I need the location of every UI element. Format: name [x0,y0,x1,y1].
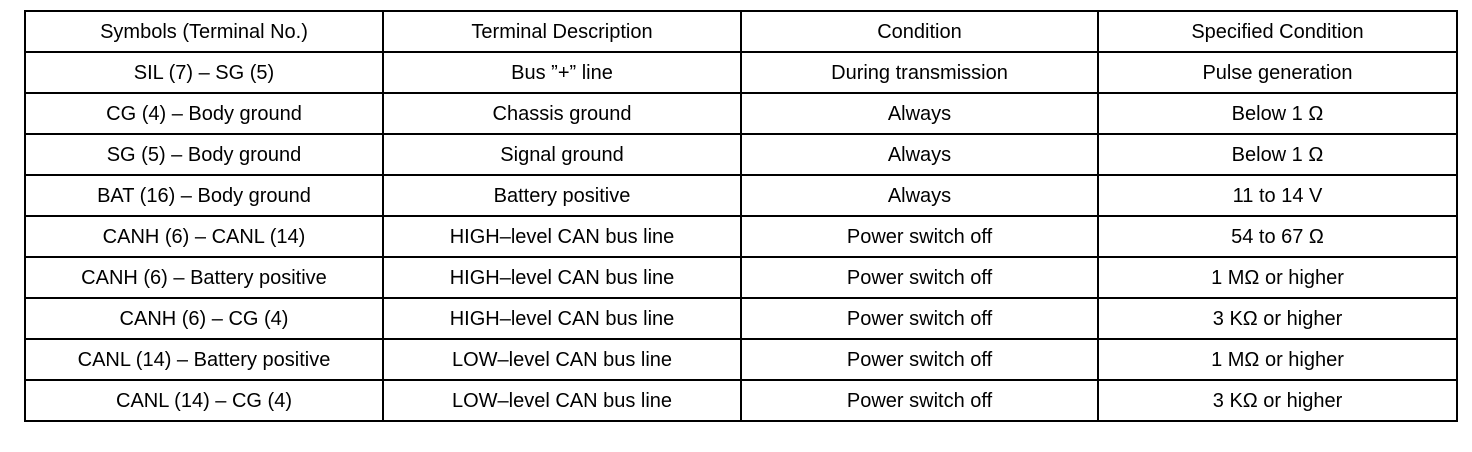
table-body [25,52,1457,421]
cell-condition: Power switch off [741,257,1098,298]
cell-symbols: CANL (14) – Battery positive [25,339,383,380]
cell-specified-condition: 54 to 67 Ω [1098,216,1457,257]
cell-specified-condition: 3 KΩ or higher [1098,298,1457,339]
cell-condition: During transmission [741,52,1098,93]
table-row [25,134,1457,175]
table-row [25,380,1457,421]
cell-terminal-description: HIGH–level CAN bus line [383,257,741,298]
header-row [25,11,1457,52]
cell-symbols: CANH (6) – CG (4) [25,298,383,339]
cell-specified-condition: 1 MΩ or higher [1098,257,1457,298]
cell-specified-condition: 11 to 14 V [1098,175,1457,216]
cell-specified-condition: Below 1 Ω [1098,134,1457,175]
cell-symbols: CG (4) – Body ground [25,93,383,134]
cell-condition: Power switch off [741,216,1098,257]
cell-condition: Always [741,134,1098,175]
terminal-specification-table [24,10,1458,422]
cell-specified-condition: 3 KΩ or higher [1098,380,1457,421]
header-symbols: Symbols (Terminal No.) [25,11,383,52]
cell-condition: Power switch off [741,339,1098,380]
table-row [25,216,1457,257]
table-row [25,175,1457,216]
cell-symbols: BAT (16) – Body ground [25,175,383,216]
table-row [25,339,1457,380]
cell-symbols: CANL (14) – CG (4) [25,380,383,421]
cell-terminal-description: HIGH–level CAN bus line [383,216,741,257]
cell-condition: Always [741,175,1098,216]
header-condition: Condition [741,11,1098,52]
cell-symbols: SIL (7) – SG (5) [25,52,383,93]
cell-terminal-description: LOW–level CAN bus line [383,380,741,421]
cell-specified-condition: 1 MΩ or higher [1098,339,1457,380]
cell-terminal-description: LOW–level CAN bus line [383,339,741,380]
cell-specified-condition: Below 1 Ω [1098,93,1457,134]
table-row [25,298,1457,339]
cell-condition: Power switch off [741,298,1098,339]
cell-terminal-description: Bus ”+” line [383,52,741,93]
cell-symbols: CANH (6) – CANL (14) [25,216,383,257]
header-terminal-description: Terminal Description [383,11,741,52]
cell-symbols: CANH (6) – Battery positive [25,257,383,298]
table-row [25,257,1457,298]
cell-terminal-description: Battery positive [383,175,741,216]
cell-symbols: SG (5) – Body ground [25,134,383,175]
table-row [25,93,1457,134]
cell-terminal-description: Signal ground [383,134,741,175]
table-row [25,52,1457,93]
header-specified-condition: Specified Condition [1098,11,1457,52]
cell-specified-condition: Pulse generation [1098,52,1457,93]
cell-terminal-description: HIGH–level CAN bus line [383,298,741,339]
cell-terminal-description: Chassis ground [383,93,741,134]
cell-condition: Power switch off [741,380,1098,421]
cell-condition: Always [741,93,1098,134]
table-header [25,11,1457,52]
